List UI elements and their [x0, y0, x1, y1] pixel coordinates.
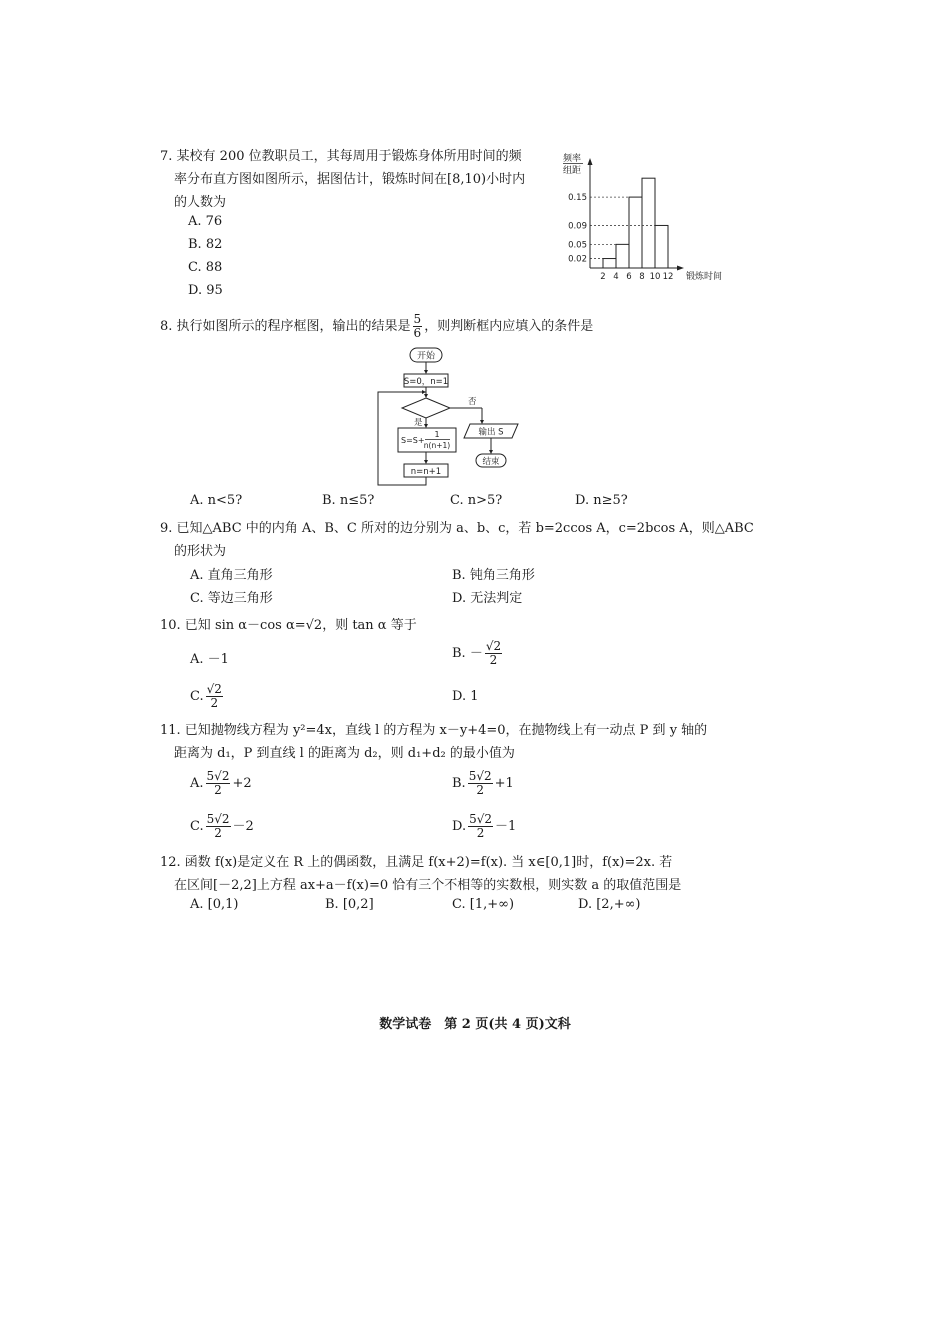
q12-line2: 在区间[－2,2]上方程 ax+a－f(x)=0 恰有三个不相等的实数根，则实数 a 的取值范围是	[174, 878, 682, 893]
q10-option-b-frac	[485, 640, 502, 667]
flow-end-text: 结束	[482, 457, 500, 467]
flow-output-text: 输出 S	[478, 427, 504, 438]
y-tick-label: 0.15	[568, 193, 587, 204]
q10-option-c-den: 2	[210, 696, 219, 710]
q11-option-d-num: 5√2	[469, 812, 493, 826]
q11-option-c-num: 5√2	[206, 812, 230, 826]
q10-option-b-label: B. －	[452, 646, 483, 661]
q11-option-a-tail: +2	[232, 776, 252, 791]
histogram-bar	[642, 178, 655, 268]
q11-option-b-frac	[468, 770, 493, 797]
q8-option-b: B. n≤5?	[322, 493, 375, 508]
q9-option-b: B. 钝角三角形	[452, 568, 535, 583]
page-footer: 数学试卷 第 2 页(共 4 页)文科	[379, 1017, 571, 1032]
x-axis-arrow	[677, 266, 684, 271]
q11-line2: 距离为 d₁，P 到直线 l 的距离为 d₂，则 d₁+d₂ 的最小值为	[174, 746, 515, 761]
q12-option-c: C. [1,+∞)	[452, 897, 515, 912]
q7-option-c: C. 88	[188, 260, 223, 275]
q11-option-d-frac	[468, 813, 493, 840]
ylabel-top: 频率	[563, 154, 582, 164]
q7-line3: 的人数为	[174, 195, 227, 210]
histogram-bar	[655, 225, 668, 268]
q9-option-c: C. 等边三角形	[190, 591, 273, 606]
flow-arrowhead-1	[424, 370, 428, 374]
flow-update-den: n(n+1)	[423, 441, 451, 450]
q11-option-b-label: B.	[452, 776, 466, 791]
histogram-bar	[616, 244, 629, 268]
flow-arrowhead-3	[424, 460, 428, 464]
y-axis-arrow	[588, 158, 593, 165]
x-axis-label: 锻炼时间	[686, 272, 723, 282]
x-tick-label: 8	[639, 272, 645, 282]
q10-option-b-num: √2	[485, 639, 502, 653]
q11-option-a-den: 2	[214, 783, 222, 797]
flow-update-left: S=S+	[401, 436, 425, 445]
y-tick-label: 0.09	[568, 221, 587, 232]
q9-line1: 9. 已知△ABC 中的内角 A、B、C 所对的边分别为 a、b、c，若 b=2ccos A，c=2bcos A，则△ABC	[160, 521, 754, 536]
ylabel-bottom: 组距	[563, 166, 582, 176]
q11-option-d-label: D.	[452, 819, 467, 834]
flow-decision-diamond	[402, 398, 450, 418]
q11-option-d-den: 2	[476, 826, 485, 840]
q7-option-b: B. 82	[188, 237, 223, 252]
x-tick-label: 10	[649, 272, 661, 282]
q10-option-c-frac	[206, 683, 223, 710]
q11-option-a-frac	[206, 770, 231, 797]
q7-option-d: D. 95	[188, 283, 223, 298]
y-tick-label: 0.02	[568, 254, 587, 265]
histogram-bar	[629, 197, 642, 268]
q12-option-b: B. [0,2]	[325, 897, 374, 912]
q11-option-d	[452, 813, 516, 840]
q10-line1: 10. 已知 sin α－cos α=√2，则 tan α 等于	[160, 618, 417, 633]
q11-option-b-num: 5√2	[468, 769, 492, 783]
q8-option-d: D. n≥5?	[575, 493, 628, 508]
q11-option-b-den: 2	[476, 783, 484, 797]
q9-option-a: A. 直角三角形	[190, 568, 273, 583]
flow-arrowhead-2	[424, 394, 428, 398]
q10-option-c	[190, 683, 225, 710]
flowchart	[370, 342, 540, 490]
flow-arrowhead-loop	[422, 390, 426, 394]
q8-fraction	[413, 313, 423, 340]
x-tick-label: 12	[662, 272, 674, 282]
q10-option-a: A. －1	[190, 652, 229, 667]
q7-option-a: A. 76	[188, 214, 223, 229]
q10-option-c-num: √2	[206, 682, 222, 696]
q9-line2: 的形状为	[174, 544, 227, 559]
flow-update-num: 1	[434, 430, 440, 439]
flow-arrowhead-no	[480, 420, 484, 424]
flow-arrowhead-out	[489, 450, 493, 454]
q11-option-a-num: 5√2	[206, 769, 230, 783]
q8-stem	[160, 313, 593, 340]
q8-option-c: C. n>5?	[450, 493, 503, 508]
q11-option-a-label: A.	[190, 776, 204, 791]
histogram-bar	[603, 259, 616, 268]
q8-prefix: 8. 执行如图所示的程序框图，输出的结果是	[160, 319, 411, 334]
x-tick-label: 2	[600, 272, 606, 282]
x-tick-label: 4	[613, 272, 619, 282]
q9-option-d: D. 无法判定	[452, 591, 523, 606]
q11-option-c-tail: －2	[232, 819, 254, 834]
q7-line2: 率分布直方图如图所示，据图估计，锻炼时间在[8,10)小时内	[174, 172, 526, 187]
q11-option-a	[190, 770, 252, 797]
histogram-chart	[555, 150, 740, 285]
q10-option-b-den: 2	[489, 653, 498, 667]
q11-option-d-tail: －1	[495, 819, 517, 834]
q11-option-c-den: 2	[214, 826, 222, 840]
q8-suffix: ，则判断框内应填入的条件是	[424, 319, 594, 334]
q10-option-b	[452, 640, 504, 667]
flow-no-label: 否	[468, 397, 477, 407]
q12-option-a: A. [0,1)	[190, 897, 239, 912]
flow-yes-label: 是	[414, 418, 423, 428]
q11-option-c	[190, 813, 254, 840]
q11-option-b-tail: +1	[494, 776, 514, 791]
flow-start-text: 开始	[416, 351, 436, 362]
y-tick-label: 0.05	[568, 240, 587, 251]
q10-option-c-label: C.	[190, 689, 204, 704]
q11-line1: 11. 已知抛物线方程为 y²=4x，直线 l 的方程为 x－y+4=0，在抛物线上有一动点 P 到 y 轴的	[160, 723, 708, 738]
q11-option-c-frac	[206, 813, 231, 840]
q8-option-a: A. n<5?	[190, 493, 243, 508]
flow-inc-text: n=n+1	[410, 467, 442, 477]
q8-frac-num: 5	[413, 312, 422, 326]
q11-option-b	[452, 770, 514, 797]
flow-init-text: S=0，n=1	[403, 377, 449, 387]
q7-line1: 7. 某校有 200 位教职员工，其每周用于锻炼身体所用时间的频	[160, 149, 522, 164]
q8-frac-den: 6	[413, 326, 422, 340]
q12-line1: 12. 函数 f(x)是定义在 R 上的偶函数，且满足 f(x+2)=f(x). 当 x∈[0,1]时，f(x)=2x. 若	[160, 855, 673, 870]
x-tick-label: 6	[626, 272, 632, 282]
flow-arrowhead-yes	[424, 424, 428, 428]
q10-option-d: D. 1	[452, 689, 479, 704]
q12-option-d: D. [2,+∞)	[578, 897, 641, 912]
q11-option-c-label: C.	[190, 819, 204, 834]
